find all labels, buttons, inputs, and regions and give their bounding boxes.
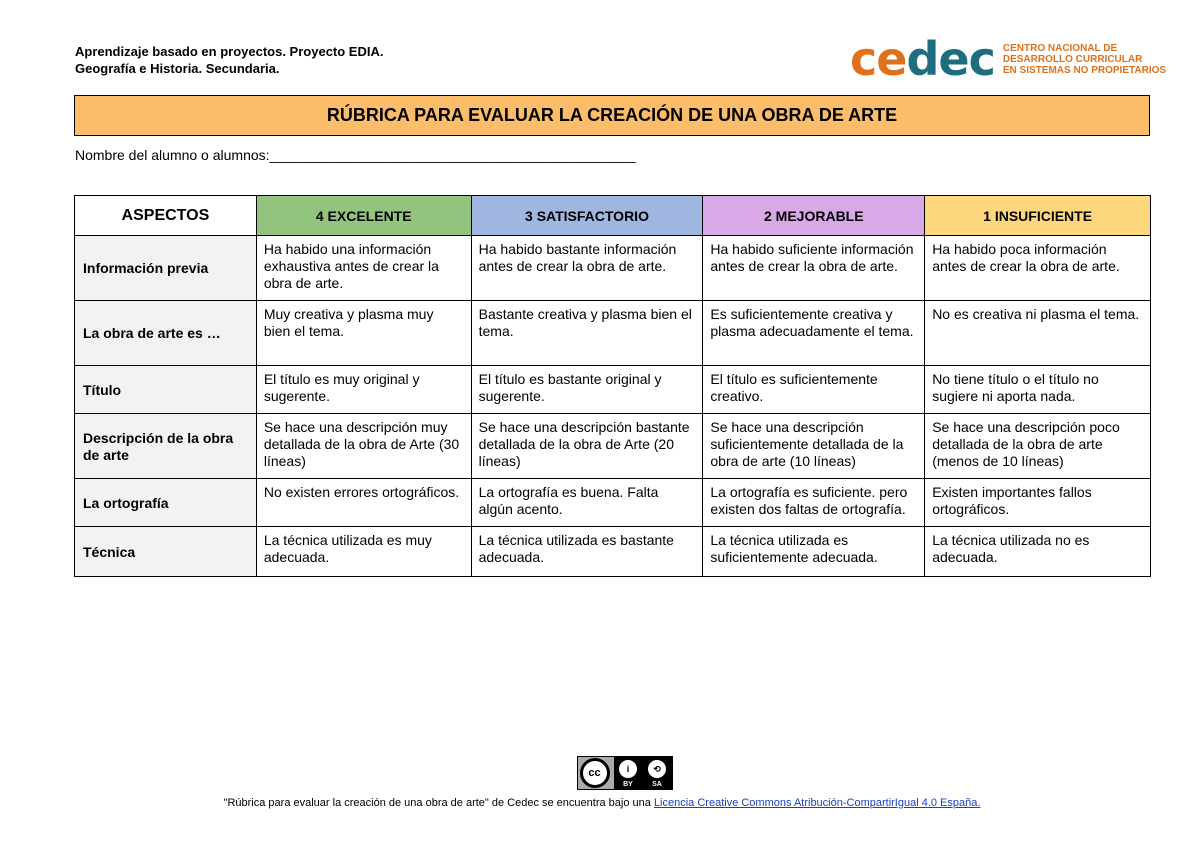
table-row <box>75 366 1151 414</box>
table-cell: Ha habido una información exhaustiva antes de crear la obra de arte. <box>256 236 471 301</box>
table-cell: Ha habido suficiente información antes de crear la obra de arte. <box>703 236 925 301</box>
license-prefix: "Rúbrica para evaluar la creación de una obra de arte" de Cedec se encuentra bajo una <box>223 797 654 809</box>
row-aspect: La ortografía <box>75 479 257 527</box>
by-icon: i <box>619 760 637 778</box>
cedec-logo-subtitle: CENTRO NACIONAL DE DESARROLLO CURRICULAR EN SISTEMAS NO PROPIETARIOS <box>1002 42 1167 76</box>
cc-icon: cc <box>580 758 610 788</box>
table-cell: La ortografía es suficiente. pero existen dos faltas de ortografía. <box>703 479 925 527</box>
table-cell: Ha habido bastante información antes de crear la obra de arte. <box>471 236 703 301</box>
header-mejorable: 2 MEJORABLE <box>703 196 925 236</box>
table-row <box>75 414 1151 479</box>
rubric-table <box>74 195 1151 577</box>
table-cell: La ortografía es buena. Falta algún acento. <box>471 479 703 527</box>
table-row <box>75 301 1151 366</box>
header-satisfactorio: 3 SATISFACTORIO <box>471 196 703 236</box>
header-aspectos: ASPECTOS <box>75 196 257 236</box>
header-line-1: Aprendizaje basado en proyectos. Proyecto EDIA. <box>75 44 384 59</box>
table-cell: Se hace una descripción bastante detallada de la obra de Arte (20 líneas) <box>471 414 703 479</box>
row-aspect: Técnica <box>75 527 257 577</box>
by-label: BY <box>623 781 633 788</box>
table-cell: Bastante creativa y plasma bien el tema. <box>471 301 703 366</box>
header-line-2: Geografía e Historia. Secundaria. <box>75 61 280 76</box>
table-row <box>75 236 1151 301</box>
table-cell: Existen importantes fallos ortográficos. <box>925 479 1151 527</box>
header-excelente: 4 EXCELENTE <box>256 196 471 236</box>
table-cell: Ha habido poca información antes de crear la obra de arte. <box>925 236 1151 301</box>
sa-icon: ⟲ <box>648 760 666 778</box>
cc-by-sa-badge <box>577 756 673 790</box>
row-aspect: Información previa <box>75 236 257 301</box>
table-header-row <box>75 196 1151 236</box>
table-cell: No es creativa ni plasma el tema. <box>925 301 1151 366</box>
license-text <box>0 797 1204 809</box>
table-cell: La técnica utilizada no es adecuada. <box>925 527 1151 577</box>
cedec-logo <box>850 32 1167 86</box>
table-cell: La técnica utilizada es bastante adecuada. <box>471 527 703 577</box>
row-aspect: La obra de arte es … <box>75 301 257 366</box>
row-aspect: Título <box>75 366 257 414</box>
footer <box>0 756 1204 809</box>
table-cell: La técnica utilizada es suficientemente adecuada. <box>703 527 925 577</box>
table-cell: Se hace una descripción suficientemente detallada de la obra de arte (10 líneas) <box>703 414 925 479</box>
table-row <box>75 479 1151 527</box>
table-cell: Es suficientemente creativa y plasma adecuadamente el tema. <box>703 301 925 366</box>
table-cell: El título es bastante original y sugerente. <box>471 366 703 414</box>
row-aspect: Descripción de la obra de arte <box>75 414 257 479</box>
document-header <box>75 43 383 77</box>
table-cell: Se hace una descripción poco detallada de la obra de arte (menos de 10 líneas) <box>925 414 1151 479</box>
table-cell: Se hace una descripción muy detallada de la obra de Arte (30 líneas) <box>256 414 471 479</box>
table-cell: El título es muy original y sugerente. <box>256 366 471 414</box>
cedec-logo-word: cedec <box>850 32 995 86</box>
table-cell: El título es suficientemente creativo. <box>703 366 925 414</box>
table-cell: No existen errores ortográficos. <box>256 479 471 527</box>
student-name-field: Nombre del alumno o alumnos:_______________________________________________ <box>75 147 636 163</box>
table-cell: La técnica utilizada es muy adecuada. <box>256 527 471 577</box>
header-insuficiente: 1 INSUFICIENTE <box>925 196 1151 236</box>
table-cell: No tiene título o el título no sugiere ni aporta nada. <box>925 366 1151 414</box>
table-row <box>75 527 1151 577</box>
license-link[interactable]: Licencia Creative Commons Atribución-CompartirIgual 4.0 España. <box>653 797 981 809</box>
sa-label: SA <box>652 781 662 788</box>
rubric-title: RÚBRICA PARA EVALUAR LA CREACIÓN DE UNA OBRA DE ARTE <box>74 95 1150 136</box>
table-cell: Muy creativa y plasma muy bien el tema. <box>256 301 471 366</box>
